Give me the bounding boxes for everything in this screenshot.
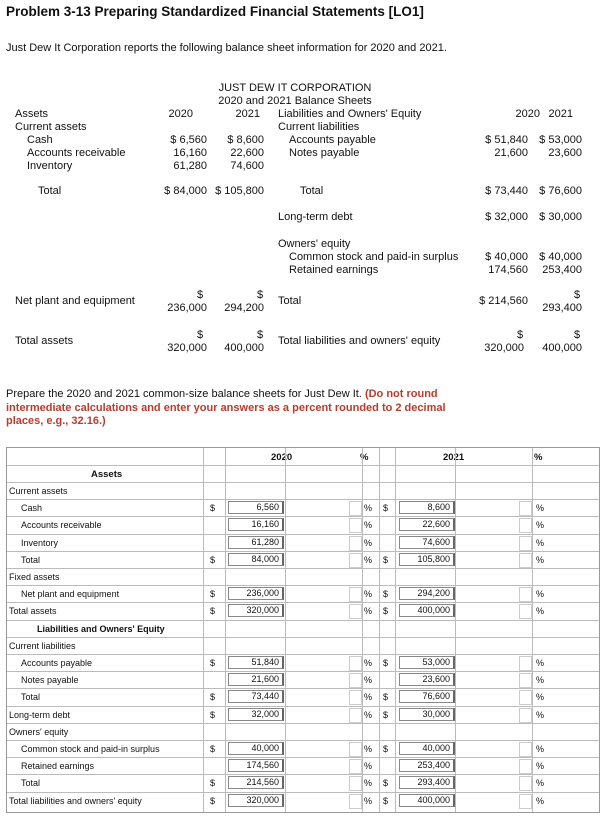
- ta-label: Total assets: [15, 335, 74, 347]
- grid-row-line: [7, 499, 599, 500]
- tloe-label: Total liabilities and owners' equity: [278, 335, 441, 347]
- grid-heading: Liabilities and Owners' Equity: [37, 623, 165, 634]
- year-2021-left: 2021: [235, 108, 260, 120]
- ta-2020-dollar: $: [197, 329, 204, 341]
- percent-input-2021[interactable]: [519, 673, 532, 688]
- current-assets-label: Current assets: [15, 121, 87, 133]
- percent-sign: %: [364, 554, 373, 565]
- inv-label: Inventory: [27, 160, 73, 172]
- tloe-2021-dollar: $: [574, 329, 581, 341]
- tloe-2020: 320,000: [484, 342, 524, 354]
- percent-input-2021[interactable]: [519, 604, 532, 619]
- grid-pct-header-2020: %: [360, 452, 369, 463]
- percent-input-2021[interactable]: [519, 794, 532, 809]
- percent-sign: %: [364, 709, 373, 720]
- percent-input-2020[interactable]: [349, 656, 362, 671]
- percent-sign: %: [364, 795, 373, 806]
- grid-value-2021: 105,800: [399, 553, 455, 566]
- percent-sign: %: [536, 658, 545, 668]
- grid-section-label: Fixed assets: [9, 572, 60, 582]
- grid-row-line: [7, 688, 599, 689]
- total-oe-label: Total: [278, 295, 302, 307]
- grid-value-2020: 174,560: [228, 759, 284, 772]
- grid-value-2020: 236,000: [228, 587, 284, 600]
- grid-row-label: Notes payable: [21, 675, 79, 686]
- grid-dollar-2020: $: [210, 658, 216, 668]
- total-oe-2021-dollar: $: [574, 289, 581, 301]
- grid-value-2020: 73,440: [228, 690, 284, 703]
- cash-2021: $ 8,600: [227, 134, 264, 146]
- grid-row-label: Total assets: [9, 606, 57, 617]
- grid-value-2020: 21,600: [228, 673, 284, 686]
- grid-dollar-2020: $: [210, 503, 216, 514]
- percent-sign: %: [536, 744, 545, 754]
- grid-value-2021: 400,000: [399, 794, 455, 807]
- grid-section-label: Owners' equity: [9, 726, 69, 737]
- grid-dollar-2020: $: [210, 744, 216, 754]
- grid-col-2020: 2020: [271, 452, 293, 463]
- percent-input-2020[interactable]: [349, 518, 362, 533]
- grid-dollar-2020: $: [210, 554, 216, 565]
- percent-sign: %: [536, 520, 545, 531]
- grid-row-line: [7, 534, 599, 535]
- instructions: [6, 388, 476, 429]
- grid-row-label: Net plant and equipment: [21, 589, 120, 600]
- grid-value-2021: 40,000: [399, 742, 455, 755]
- grid-value-2021: 8,600: [399, 501, 455, 514]
- grid-dollar-2021: $: [383, 709, 389, 720]
- grid-dollar-2020: $: [210, 709, 216, 720]
- instructions-note: (Do not round intermediate calculations and enter your answers as a percent rounded to 2 decimal places, e.g., 32.16.): [6, 388, 446, 427]
- grid-value-2021: 400,000: [399, 604, 455, 617]
- cs-label: Common stock and paid-in surplus: [289, 251, 459, 263]
- grid-row-line: [7, 706, 599, 707]
- grid-value-2021: 76,600: [399, 690, 455, 703]
- grid-col-2021: 2021: [443, 452, 465, 463]
- grid-dollar-2021: $: [383, 778, 389, 789]
- grid-value-2020: 6,560: [228, 501, 284, 514]
- grid-value-2020: 51,840: [228, 656, 284, 669]
- percent-sign: %: [364, 503, 373, 514]
- percent-input-2020[interactable]: [349, 759, 362, 774]
- np-label: Notes payable: [289, 147, 360, 159]
- npe-label: Net plant and equipment: [15, 295, 135, 307]
- grid-dollar-2021: $: [383, 606, 389, 617]
- grid-value-2020: 214,560: [228, 776, 284, 789]
- grid-value-2021: 294,200: [399, 587, 455, 600]
- total-ca-label: Total: [38, 185, 62, 197]
- percent-input-2021[interactable]: [519, 656, 532, 671]
- percent-input-2020[interactable]: [349, 553, 362, 568]
- re-2020: 174,560: [488, 264, 528, 276]
- grid-dollar-2021: $: [383, 589, 389, 600]
- year-2020-left: 2020: [168, 108, 193, 120]
- percent-sign: %: [364, 692, 373, 703]
- percent-sign: %: [536, 606, 545, 617]
- re-2021: 253,400: [542, 264, 582, 276]
- cash-label: Cash: [27, 134, 53, 146]
- instructions-text: Prepare the 2020 and 2021 common-size balance sheets for Just Dew It.: [6, 388, 362, 400]
- grid-dollar-2021: $: [383, 692, 389, 703]
- total-oe-2021: 293,400: [542, 302, 582, 314]
- percent-input-2020[interactable]: [349, 794, 362, 809]
- percent-input-2021[interactable]: [519, 518, 532, 533]
- intro-text: Just Dew It Corporation reports the following balance sheet information for 2020 and 2021.: [6, 42, 447, 54]
- total-oe-2020: $ 214,560: [479, 295, 528, 307]
- grid-value-2021: 22,600: [399, 518, 455, 531]
- grid-row-line: [7, 516, 599, 517]
- grid-assets-heading: Assets: [91, 469, 123, 480]
- ap-2021: $ 53,000: [539, 134, 582, 146]
- percent-sign: %: [364, 606, 373, 617]
- grid-row-label: Total: [21, 554, 41, 565]
- liabilities-header: Liabilities and Owners' Equity: [278, 108, 422, 120]
- ltd-2020: $ 32,000: [485, 211, 528, 223]
- percent-sign: %: [536, 675, 545, 686]
- npe-2020-dollar: $: [197, 289, 204, 301]
- ltd-label: Long-term debt: [278, 211, 353, 223]
- grid-value-2020: 320,000: [228, 604, 284, 617]
- common-size-grid: [6, 447, 600, 813]
- grid-dollar-2020: $: [210, 589, 216, 600]
- grid-value-2021: 253,400: [399, 759, 455, 772]
- percent-sign: %: [536, 537, 545, 548]
- total-ca-2021: $ 105,800: [215, 185, 264, 197]
- cash-2020: $ 6,560: [170, 134, 207, 146]
- grid-row-line: [7, 671, 599, 672]
- percent-input-2020[interactable]: [349, 536, 362, 551]
- percent-input-2020[interactable]: [349, 604, 362, 619]
- grid-dollar-2021: $: [383, 554, 389, 565]
- percent-input-2020[interactable]: [349, 776, 362, 791]
- percent-sign: %: [364, 589, 373, 600]
- percent-sign: %: [536, 589, 545, 600]
- ar-2020: 16,160: [173, 147, 207, 159]
- oe-label: Owners' equity: [278, 238, 351, 250]
- percent-sign: %: [536, 692, 545, 703]
- grid-value-2021: 23,600: [399, 673, 455, 686]
- percent-sign: %: [364, 537, 373, 548]
- percent-input-2021[interactable]: [519, 553, 532, 568]
- grid-row-line: [7, 620, 599, 621]
- re-label: Retained earnings: [289, 264, 379, 276]
- grid-row-label: Accounts receivable: [21, 520, 102, 531]
- percent-input-2020[interactable]: [349, 742, 362, 757]
- grid-section-label: Current assets: [9, 486, 68, 496]
- grid-row-label: Inventory: [21, 537, 59, 548]
- grid-row-line: [7, 654, 599, 655]
- grid-row-line: [7, 792, 599, 793]
- grid-header-line: [7, 465, 599, 466]
- company-name: JUST DEW IT CORPORATION: [218, 82, 372, 94]
- npe-2021-dollar: $: [257, 289, 264, 301]
- grid-row-line: [7, 568, 599, 569]
- percent-input-2021[interactable]: [519, 587, 532, 602]
- total-cl-label: Total: [300, 185, 324, 197]
- percent-sign: %: [536, 795, 545, 806]
- grid-row-line: [7, 585, 599, 586]
- percent-input-2021[interactable]: [519, 742, 532, 757]
- year-2021-right: 2021: [548, 108, 573, 120]
- grid-value-2021: 74,600: [399, 536, 455, 549]
- current-liabilities-label: Current liabilities: [278, 121, 360, 133]
- grid-row-line: [7, 740, 599, 741]
- grid-row-line: [7, 551, 599, 552]
- grid-dollar-2020: $: [210, 795, 216, 806]
- np-2020: 21,600: [494, 147, 528, 159]
- grid-row-label: Total: [21, 692, 41, 703]
- percent-input-2021[interactable]: [519, 708, 532, 723]
- grid-dollar-2020: $: [210, 778, 216, 789]
- percent-sign: %: [536, 554, 545, 565]
- npe-2020: 236,000: [167, 302, 207, 314]
- percent-input-2020[interactable]: [349, 587, 362, 602]
- inv-2020: 61,280: [173, 160, 207, 172]
- cs-2020: $ 40,000: [485, 251, 528, 263]
- grid-row-label: Retained earnings: [21, 761, 95, 772]
- grid-row-line: [7, 482, 599, 483]
- percent-input-2020[interactable]: [349, 708, 362, 723]
- grid-dollar-2021: $: [383, 658, 389, 668]
- cs-2021: $ 40,000: [539, 251, 582, 263]
- percent-sign: %: [364, 520, 373, 531]
- ap-2020: $ 51,840: [485, 134, 528, 146]
- ap-label: Accounts payable: [289, 134, 376, 146]
- percent-input-2020[interactable]: [349, 690, 362, 705]
- grid-pct-header-2021: %: [534, 452, 543, 463]
- grid-row-line: [7, 602, 599, 603]
- grid-value-2021: 293,400: [399, 776, 455, 789]
- ta-2020: 320,000: [167, 342, 207, 354]
- percent-input-2020[interactable]: [349, 673, 362, 688]
- percent-sign: %: [536, 778, 545, 789]
- percent-sign: %: [536, 503, 545, 514]
- percent-sign: %: [364, 778, 373, 789]
- ltd-2021: $ 30,000: [539, 211, 582, 223]
- grid-value-2020: 40,000: [228, 742, 284, 755]
- grid-row-label: Accounts payable: [21, 658, 93, 668]
- tloe-2020-dollar: $: [517, 329, 524, 341]
- grid-row-label: Common stock and paid-in surplus: [21, 744, 160, 754]
- percent-input-2021[interactable]: [519, 501, 532, 516]
- grid-row-label: Total liabilities and owners' equity: [9, 795, 142, 806]
- grid-value-2021: 30,000: [399, 708, 455, 721]
- percent-sign: %: [536, 761, 545, 772]
- grid-value-2020: 320,000: [228, 794, 284, 807]
- grid-value-2020: 32,000: [228, 708, 284, 721]
- grid-row-line: [7, 757, 599, 758]
- percent-sign: %: [364, 744, 373, 754]
- inv-2021: 74,600: [230, 160, 264, 172]
- ar-2021: 22,600: [230, 147, 264, 159]
- percent-sign: %: [364, 658, 373, 668]
- grid-row-label: Long-term debt: [9, 709, 71, 720]
- grid-dollar-2021: $: [383, 744, 389, 754]
- ta-2021: 400,000: [224, 342, 264, 354]
- total-ca-2020: $ 84,000: [164, 185, 207, 197]
- grid-dollar-2021: $: [383, 503, 389, 514]
- grid-dollar-2021: $: [383, 795, 389, 806]
- year-2020-right: 2020: [515, 108, 540, 120]
- tloe-2021: 400,000: [542, 342, 582, 354]
- percent-input-2021[interactable]: [519, 776, 532, 791]
- percent-sign: %: [364, 761, 373, 772]
- grid-row-label: Total: [21, 778, 41, 789]
- np-2021: 23,600: [548, 147, 582, 159]
- percent-input-2021[interactable]: [519, 690, 532, 705]
- percent-input-2021[interactable]: [519, 536, 532, 551]
- bs-subtitle: 2020 and 2021 Balance Sheets: [218, 95, 372, 107]
- grid-value-2020: 61,280: [228, 536, 284, 549]
- grid-dollar-2020: $: [210, 606, 216, 617]
- grid-value-2021: 53,000: [399, 656, 455, 669]
- grid-value-2020: 84,000: [228, 553, 284, 566]
- grid-row-label: Cash: [21, 503, 43, 514]
- problem-title: Problem 3-13 Preparing Standardized Financial Statements [LO1]: [6, 4, 424, 19]
- percent-sign: %: [536, 709, 545, 720]
- grid-dollar-2020: $: [210, 692, 216, 703]
- total-cl-2020: $ 73,440: [485, 185, 528, 197]
- ta-2021-dollar: $: [257, 329, 264, 341]
- percent-sign: %: [364, 675, 373, 686]
- percent-input-2020[interactable]: [349, 501, 362, 516]
- grid-row-line: [7, 723, 599, 724]
- percent-input-2021[interactable]: [519, 759, 532, 774]
- assets-header: Assets: [15, 108, 49, 120]
- grid-section-label: Current liabilities: [9, 640, 76, 651]
- grid-row-line: [7, 774, 599, 775]
- ar-label: Accounts receivable: [27, 147, 126, 159]
- grid-row-line: [7, 637, 599, 638]
- npe-2021: 294,200: [224, 302, 264, 314]
- total-cl-2021: $ 76,600: [539, 185, 582, 197]
- grid-value-2020: 16,160: [228, 518, 284, 531]
